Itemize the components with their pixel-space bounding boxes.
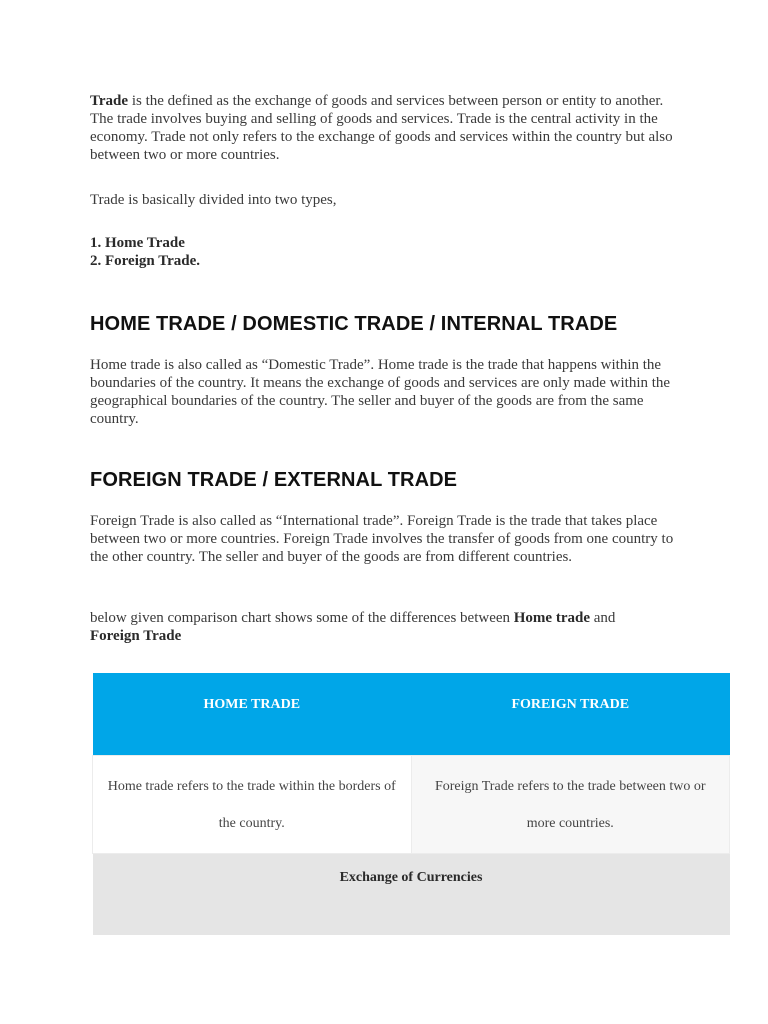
home-trade-term: Home trade [513, 610, 590, 626]
section-label-exchange-of-currencies: Exchange of Currencies [93, 854, 730, 936]
trade-types-list [90, 234, 200, 270]
conjunction-text: and [590, 610, 616, 626]
foreign-trade-heading: FOREIGN TRADE / EXTERNAL TRADE [90, 469, 458, 491]
list-item-foreign-trade: 2. Foreign Trade. [90, 253, 200, 269]
table-cell-home-definition: Home trade refers to the trade within the borders of the country. [93, 756, 412, 854]
column-header-foreign-trade: FOREIGN TRADE [411, 673, 730, 756]
trade-term: Trade [90, 93, 129, 109]
column-header-home-trade: HOME TRADE [93, 673, 412, 756]
foreign-trade-term: Foreign Trade [90, 628, 182, 644]
comparison-table [92, 673, 730, 935]
table-row [93, 756, 730, 854]
home-trade-paragraph: Home trade is also called as “Domestic Trade”. Home trade is the trade that happens within the boundaries of the country. It means the exchange of goods and services are only made within the geographical boundaries of the country. The seller and buyer of the goods are from the same country. [90, 357, 671, 427]
home-trade-heading: HOME TRADE / DOMESTIC TRADE / INTERNAL TRADE [90, 313, 618, 335]
trade-definition: is the defined as the exchange of goods and services between person or entity to another. The trade involves buying and selling of goods and services. Trade is the central activity in the economy. Trade not only refers to the exchange of goods and services within the country but also between two or more countries. [90, 93, 673, 163]
intro-paragraph [90, 92, 690, 164]
foreign-trade-paragraph: Foreign Trade is also called as “International trade”. Foreign Trade is the trade that takes place between two or more countries. Foreign Trade involves the transfer of goods from one country to the other country. The seller and buyer of the goods are from different countries. [90, 513, 674, 565]
table-section-row [93, 854, 730, 936]
table-header-row [93, 673, 730, 756]
comparison-intro [90, 609, 630, 645]
comparison-intro-text: below given comparison chart shows some of the differences between [90, 610, 514, 626]
table-cell-foreign-definition: Foreign Trade refers to the trade between two or more countries. [411, 756, 730, 854]
types-intro: Trade is basically divided into two types, [90, 192, 337, 208]
list-item-home-trade: 1. Home Trade [90, 235, 185, 251]
